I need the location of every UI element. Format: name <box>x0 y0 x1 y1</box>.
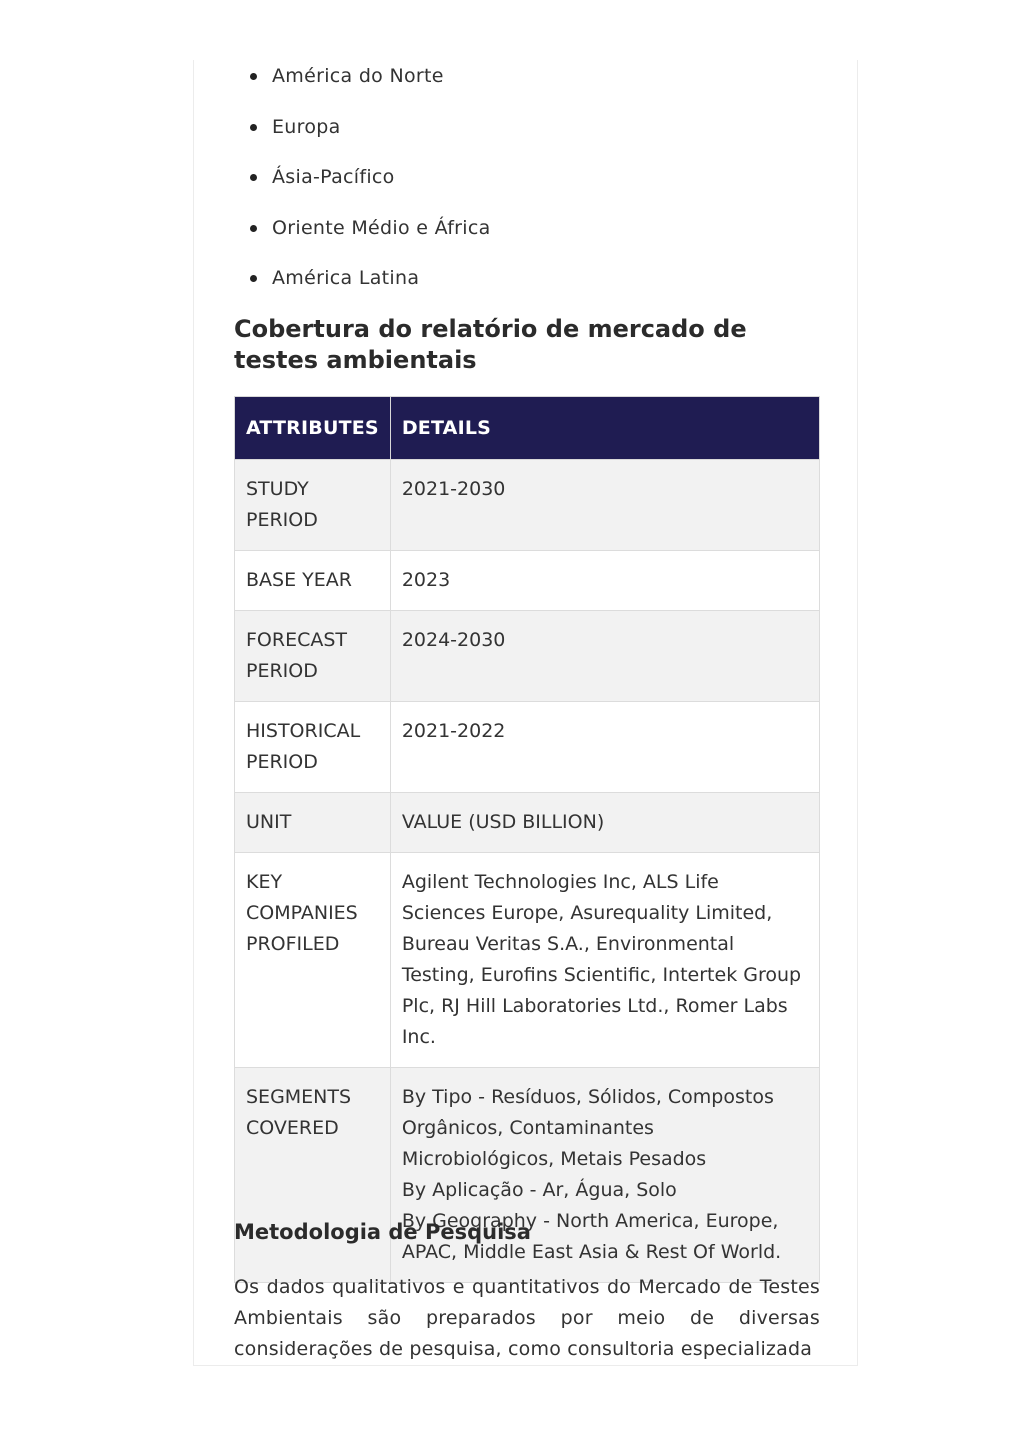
details-cell <box>390 793 819 853</box>
bullet-icon <box>250 73 257 80</box>
bullet-icon <box>250 124 257 131</box>
details-line: By Geography - North America, Europe, APAC, Middle East Asia & Rest Of World. <box>401 1210 782 1263</box>
table-row <box>235 460 820 551</box>
details-line: 2023 <box>401 569 451 591</box>
table-header-row <box>235 397 820 460</box>
region-list <box>234 60 820 313</box>
bullet-icon <box>250 174 257 181</box>
details-line: Agilent Technologies Inc, ALS Life Sciences Europe, Asurequality Limited, Bureau Veritas S.A., Environmental Testing, Eurofins Scientific, Intertek Group Plc, RJ Hill Laboratories Ltd., Romer Labs Inc. <box>401 871 802 1048</box>
methodology-title: Metodologia de Pesquisa <box>234 1220 531 1244</box>
details-cell <box>390 460 819 551</box>
attribute-cell: UNIT <box>235 793 391 853</box>
methodology-paragraph: Os dados qualitativos e quantitativos do Mercado de Testes Ambientais são preparados por meio de diversas considerações de pesquisa, como consultoria especializada <box>234 1276 820 1360</box>
attribute-cell: KEY COMPANIES PROFILED <box>235 853 391 1068</box>
table-row <box>235 793 820 853</box>
region-label: Europa <box>272 115 341 138</box>
bullet-icon <box>250 225 257 232</box>
section-title: Cobertura do relatório de mercado de testes ambientais <box>234 315 747 374</box>
details-cell <box>390 702 819 793</box>
attribute-cell: SEGMENTS COVERED <box>235 1068 391 1283</box>
region-label: América Latina <box>272 267 420 289</box>
region-label: Oriente Médio e África <box>272 216 491 239</box>
details-line: By Aplicação - Ar, Água, Solo <box>401 1179 677 1201</box>
details-line: 2021-2022 <box>401 720 506 742</box>
details-line: VALUE (USD BILLION) <box>401 811 605 833</box>
attribute-cell: HISTORICAL PERIOD <box>235 702 391 793</box>
list-item <box>234 212 820 263</box>
details-line: 2024-2030 <box>401 629 506 651</box>
details-cell <box>390 853 819 1068</box>
table-row <box>235 702 820 793</box>
list-item <box>234 111 820 162</box>
header-details: DETAILS <box>390 397 819 460</box>
details-line: By Tipo - Resíduos, Sólidos, Compostos Orgânicos, Contaminantes Microbiológicos, Metais Pesados <box>401 1086 774 1170</box>
table-row <box>235 611 820 702</box>
attribute-cell: FORECAST PERIOD <box>235 611 391 702</box>
region-label: Ásia-Pacífico <box>272 166 395 188</box>
attribute-cell: BASE YEAR <box>235 551 391 611</box>
list-item <box>234 161 820 212</box>
list-item <box>234 60 820 111</box>
details-cell <box>390 551 819 611</box>
region-label: América do Norte <box>272 65 444 87</box>
document-page <box>193 60 858 1366</box>
header-attributes: ATTRIBUTES <box>235 397 391 460</box>
bullet-icon <box>250 275 257 282</box>
details-cell <box>390 1068 819 1283</box>
attributes-table <box>234 396 820 1283</box>
table-row <box>235 1068 820 1283</box>
list-item <box>234 262 820 313</box>
attribute-cell: STUDY PERIOD <box>235 460 391 551</box>
table-row <box>235 551 820 611</box>
details-line: 2021-2030 <box>401 478 506 500</box>
table-row <box>235 853 820 1068</box>
details-cell <box>390 611 819 702</box>
